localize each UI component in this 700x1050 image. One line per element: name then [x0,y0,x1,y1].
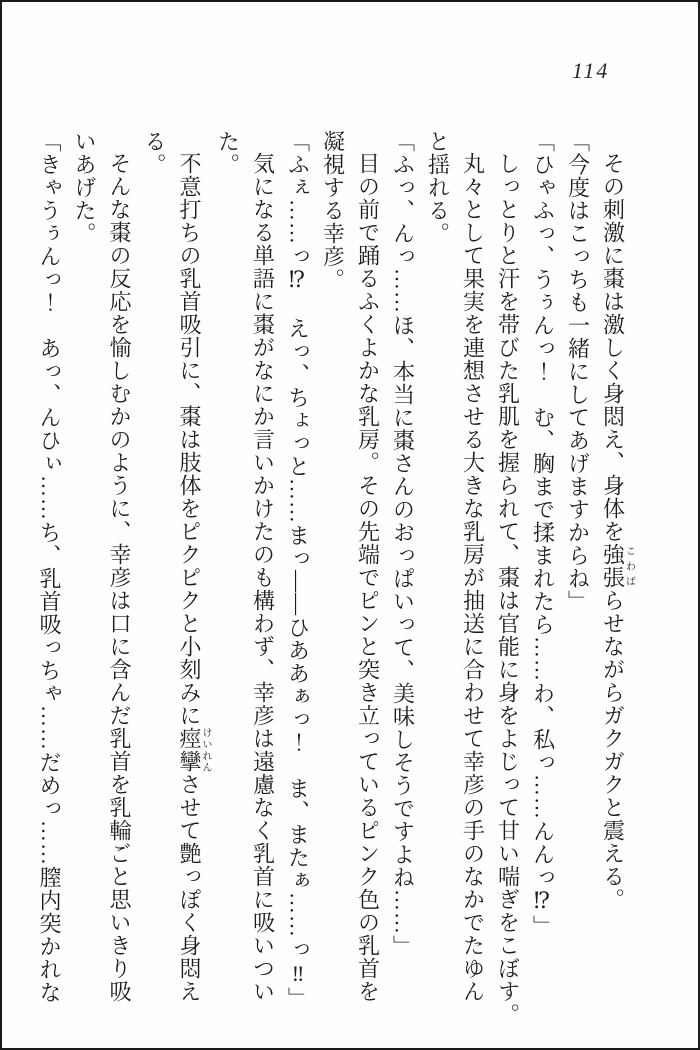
text-line: 「ふっ、んっ……ほ、本当に棗さんのおっぱいって、美味しそうですよね……」 [390,130,416,958]
text-line: そんな棗の反応を愉しむかのように、幸彦は口に含んだ乳首を乳輪ごと思いきり吸 [107,152,132,1003]
text-line: その刺激に棗は激しく身悶え、身体を強張こわばらせながらガクガクと震える。 [600,152,635,911]
text-body [34,130,635,1026]
text-line: 丸々として果実を連想させる大きな乳房が抽送に合わせて幸彦の手のなかでたゆん [460,152,486,1003]
page-number: 114 [572,58,610,83]
text-line: 目の前で踊るふくよかな乳房。その先端でピンと突き立っているピンク色の乳首を [355,152,381,1003]
ruby-annotated-word: 強張こわば [600,543,635,589]
text-line: しっとりと汗を帯びた乳肌を握られて、棗は官能に身をよじって甘い喘ぎをこぼす。 [495,152,521,1026]
text-line: 「ふぇ……っ⁉ えっ、ちょっと……まっ――ひああぁっ！ ま、またぁ……っ‼」 [285,130,311,1010]
text-line: いあげた。 [72,130,97,245]
text-line: 気になる単語に棗がなにか言いかけたのも構わず、幸彦は遠慮なく乳首に吸いつい [250,152,276,1003]
text-line: 不意打ちの乳首吸引に、棗は肢体をピクピクと小刻みに痙攣けいれんさせて艶っぽく身悶え [177,152,211,1003]
text-line: 「ひゃふっ、うぅんっ！ む、胸まで揉まれたら……わ、私っ……んんっ⁉」 [530,130,556,938]
text-line: と揺れる。 [425,130,451,245]
text-line: 「きゃうぅんっ！ あっ、んひぃ……ち、乳首吸っちゃ……だめっ……膣内突かれな [37,130,62,1004]
text-line: 「今度はこっちも一緒にしてあげますからね」 [565,130,591,613]
text-line: る。 [142,130,167,176]
text-line: 凝視する幸彦。 [320,130,346,291]
text-line: た。 [215,130,241,176]
ruby-annotated-word: 痙攣けいれん [177,727,211,773]
